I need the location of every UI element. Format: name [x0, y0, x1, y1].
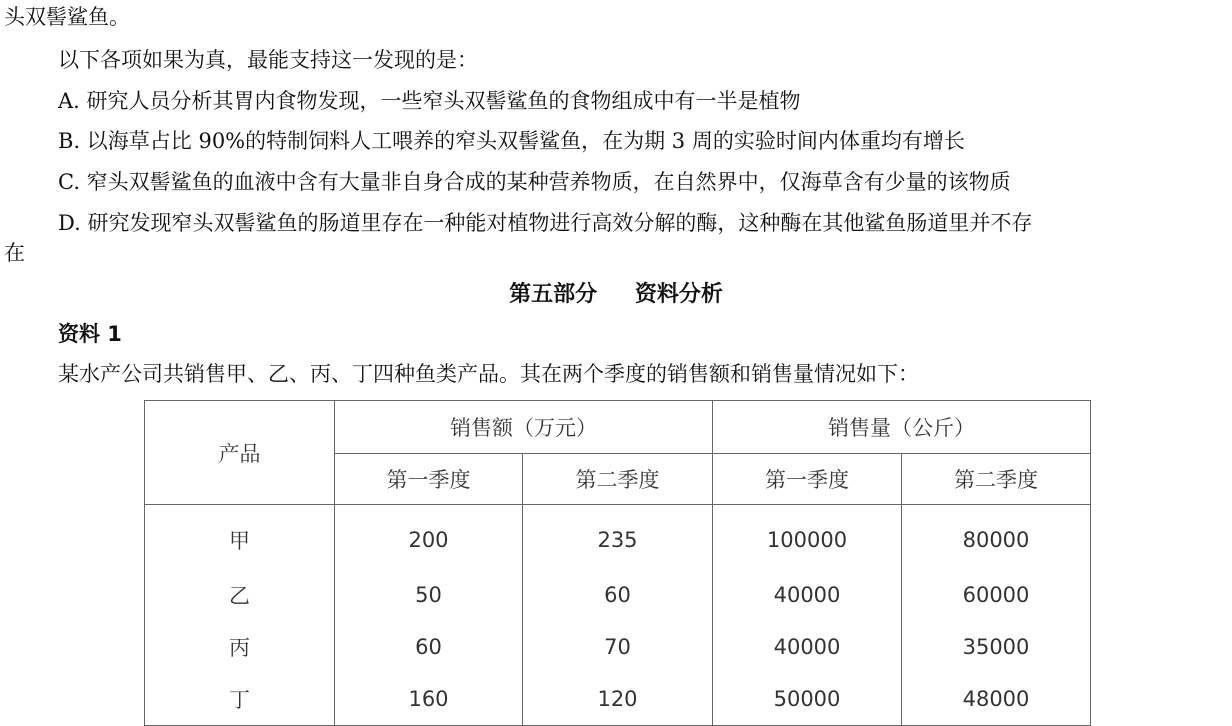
- header-volume-q2: 第二季度: [902, 454, 1091, 505]
- table-row: [145, 673, 1091, 726]
- section-title: 第五部分 资料分析: [509, 282, 723, 307]
- cell-amount-q2: 70: [523, 621, 713, 673]
- text-line-end-of-prev: 头双髻鲨鱼。: [4, 5, 130, 29]
- cell-volume-q2: 48000: [902, 673, 1091, 726]
- cell-volume-q1: 100000: [713, 505, 902, 570]
- cell-amount-q2: 120: [523, 673, 713, 726]
- header-amount-q1: 第一季度: [335, 454, 523, 505]
- option-a: A. 研究人员分析其胃内食物发现，一些窄头双髻鲨鱼的食物组成中有一半是植物: [58, 89, 801, 113]
- table-row: [145, 569, 1091, 621]
- material-intro: 某水产公司共销售甲、乙、丙、丁四种鱼类产品。其在两个季度的销售额和销售量情况如下：: [58, 362, 919, 386]
- cell-product: 丙: [145, 621, 335, 673]
- option-c: C. 窄头双髻鲨鱼的血液中含有大量非自身合成的某种营养物质，在自然界中，仅海草含有少量的该物质: [58, 170, 1011, 194]
- cell-volume-q2: 80000: [902, 505, 1091, 570]
- cell-volume-q1: 50000: [713, 673, 902, 726]
- sales-table: [144, 400, 1091, 726]
- cell-product: 丁: [145, 673, 335, 726]
- cell-product: 甲: [145, 505, 335, 570]
- header-volume-q1: 第一季度: [713, 454, 902, 505]
- header-product: 产品: [145, 401, 335, 505]
- table-row: [145, 621, 1091, 673]
- cell-amount-q2: 235: [523, 505, 713, 570]
- header-amount-q2: 第二季度: [523, 454, 713, 505]
- cell-amount-q1: 60: [335, 621, 523, 673]
- cell-amount-q1: 200: [335, 505, 523, 570]
- cell-volume-q2: 35000: [902, 621, 1091, 673]
- header-sales-amount: 销售额（万元）: [335, 401, 713, 454]
- question-stem: 以下各项如果为真，最能支持这一发现的是：: [58, 48, 478, 72]
- table-header-row: [145, 401, 1091, 454]
- sales-table-container: [144, 400, 1090, 718]
- cell-amount-q1: 160: [335, 673, 523, 726]
- cell-volume-q2: 60000: [902, 569, 1091, 621]
- cell-volume-q1: 40000: [713, 621, 902, 673]
- cell-amount-q1: 50: [335, 569, 523, 621]
- option-d: D. 研究发现窄头双髻鲨鱼的肠道里存在一种能对植物进行高效分解的酶，这种酶在其他鲨鱼肠道里并不存: [58, 211, 1033, 235]
- cell-amount-q2: 60: [523, 569, 713, 621]
- cell-product: 乙: [145, 569, 335, 621]
- cell-volume-q1: 40000: [713, 569, 902, 621]
- material-heading: 资料 1: [58, 322, 122, 346]
- option-b: B. 以海草占比 90%的特制饲料人工喂养的窄头双髻鲨鱼，在为期 3 周的实验时间内体重均有增长: [58, 129, 965, 153]
- option-d-continuation: 在: [4, 241, 25, 265]
- header-sales-volume: 销售量（公斤）: [713, 401, 1091, 454]
- table-row: [145, 505, 1091, 570]
